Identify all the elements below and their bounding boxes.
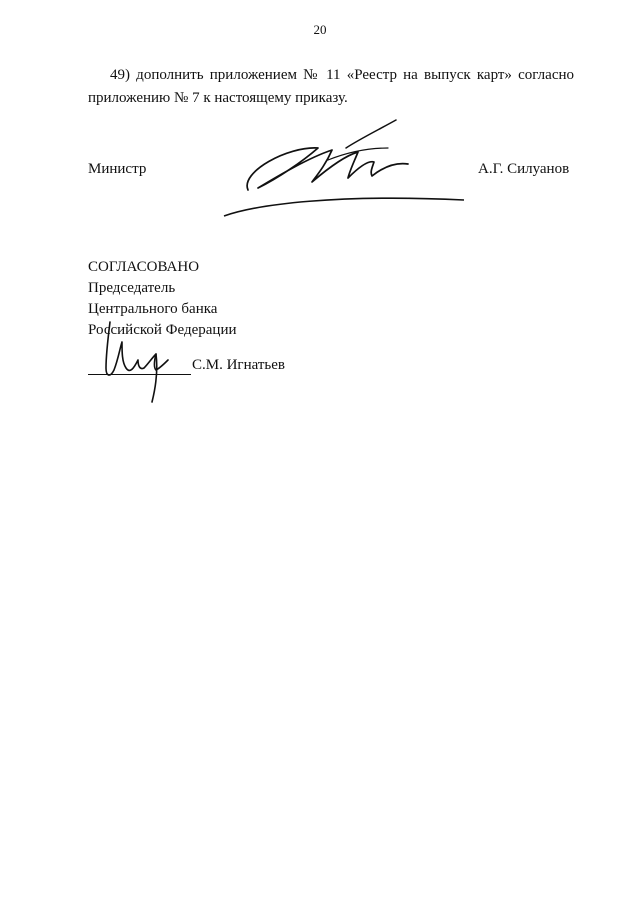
page-number: 20 — [313, 22, 327, 37]
minister-signature — [218, 112, 468, 222]
approver-name: С.М. Игнатьев — [192, 357, 286, 373]
approval-heading: СОГЛАСОВАНО — [88, 259, 200, 275]
approver-position-line2: Центрального банка — [88, 301, 218, 317]
approver-signature — [92, 318, 192, 406]
paragraph-text: 49) дополнить приложением № 11 «Реестр на выпуск карт» согласно приложению № 7 к настоящему приказу. — [88, 67, 574, 106]
signatory-title: Министр — [88, 161, 147, 177]
approver-position-line1: Председатель — [88, 280, 176, 296]
approver-position-line3: Российской Федерации — [88, 322, 237, 338]
body-paragraph — [88, 64, 574, 110]
signatory-name: А.Г. Силуанов — [478, 161, 570, 177]
signature-line — [88, 374, 191, 375]
